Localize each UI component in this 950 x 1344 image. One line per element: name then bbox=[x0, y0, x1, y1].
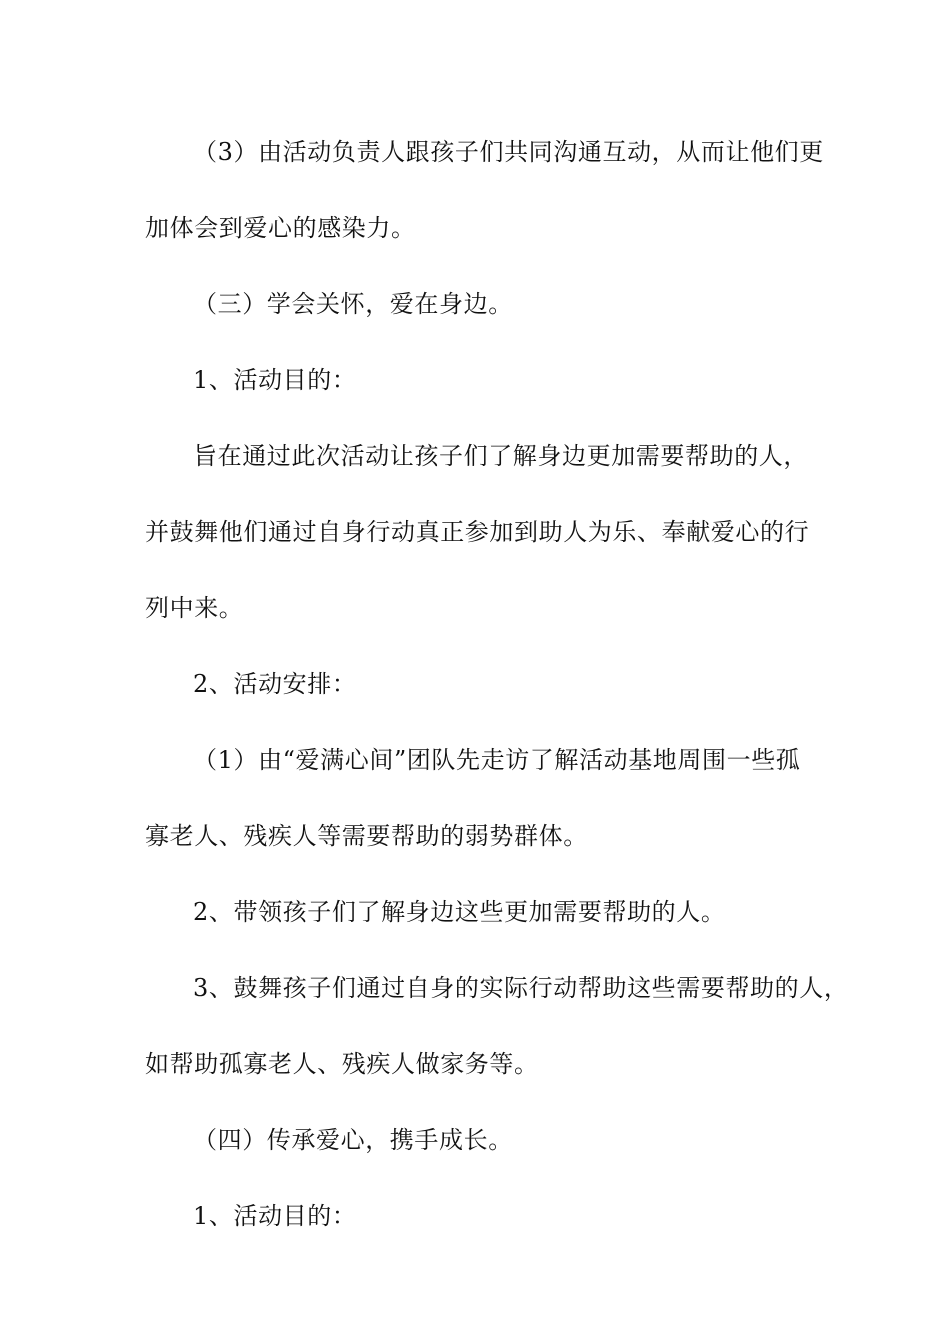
paragraph-line: 列中来。 bbox=[145, 594, 244, 622]
section-heading: （四）传承爱心，携手成长。 bbox=[193, 1126, 513, 1154]
paragraph-line: 旨在通过此次活动让孩子们了解身边更加需要帮助的人， bbox=[193, 442, 808, 470]
subsection-heading: 1、活动目的： bbox=[193, 1202, 357, 1230]
paragraph-line: （3）由活动负责人跟孩子们共同沟通互动，从而让他们更 bbox=[193, 138, 824, 166]
paragraph-line: 寡老人、残疾人等需要帮助的弱势群体。 bbox=[145, 822, 588, 850]
paragraph-line: 并鼓舞他们通过自身行动真正参加到助人为乐、奉献爱心的行 bbox=[145, 518, 810, 546]
subsection-heading: 2、活动安排： bbox=[193, 670, 357, 698]
paragraph-line: 3、鼓舞孩子们通过自身的实际行动帮助这些需要帮助的人， bbox=[193, 974, 849, 1002]
subsection-heading: 1、活动目的： bbox=[193, 366, 357, 394]
paragraph-line: 2、带领孩子们了解身边这些更加需要帮助的人。 bbox=[193, 898, 726, 926]
section-heading: （三）学会关怀，爱在身边。 bbox=[193, 290, 513, 318]
paragraph-line: 如帮助孤寡老人、残疾人做家务等。 bbox=[145, 1050, 539, 1078]
paragraph-line: 加体会到爱心的感染力。 bbox=[145, 214, 416, 242]
paragraph-line: （1）由“爱满心间”团队先走访了解活动基地周围一些孤 bbox=[193, 746, 801, 774]
